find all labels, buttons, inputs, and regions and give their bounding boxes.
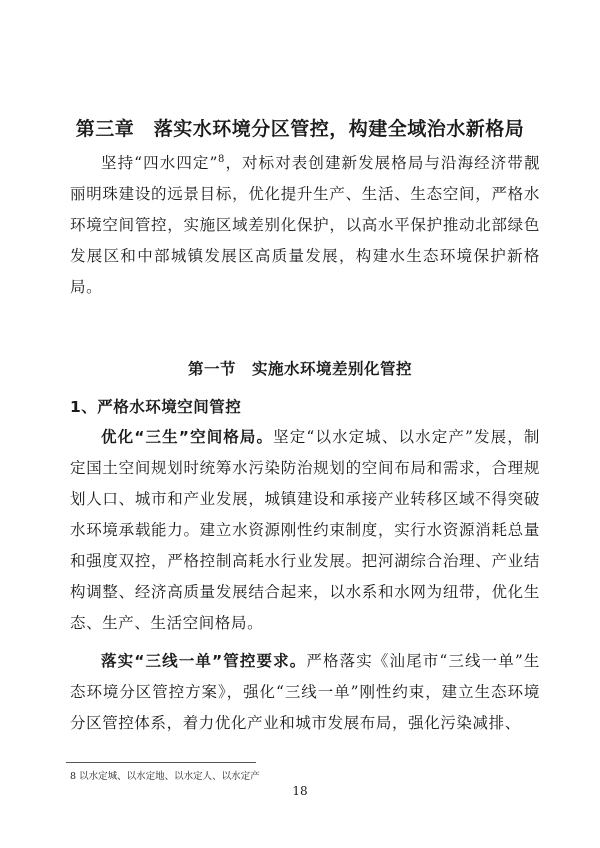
chapter-title: 第三章 落实水环境分区管控，构建全域治水新格局 [75, 118, 525, 140]
section-title: 第一节 实施水环境差别化管控 [187, 360, 412, 378]
intro-text-start: 坚持“四水四定” [101, 154, 219, 172]
footnote-divider [66, 762, 256, 763]
footnote-reference[interactable]: 8 [218, 153, 225, 165]
paragraph-lead: 落实“三线一单”管控要求。 [101, 652, 307, 670]
chapter-intro-paragraph [70, 148, 540, 303]
paragraph-body: 严格落实《汕尾市“三线一单”生态环境分区管控方案》，强化“三线一单”刚性约束，建立生态环境分区管控体系，着力优化产业和城市发展布局，强化污染减排、 [70, 652, 540, 732]
intro-text-rest: ，对标对表创建新发展格局与沿海经济带靓丽明珠建设的远景目标，优化提升生产、生活、生态空间，严格水环境空间管控，实施区域差别化保护，以高水平保护推动北部绿色发展区和中部城镇发展区高质量发展，构建水生态环境保护新格局。 [70, 154, 540, 296]
paragraph-body: 坚定“以水定城、以水定产”发展，制定国土空间规划时统筹水污染防治规划的空间布局和需求，合理规划人口、城市和产业发展，城镇建设和承接产业转移区域不得突破水环境承载能力。建立水资源刚性约束制度，实行水资源消耗总量和强度双控，严格控制高耗水行业发展。把河湖综合治理、产业结构调整、经济高质量发展结合起来，以水系和水网为纽带，优化生态、生产、生活空间格局。 [70, 428, 540, 632]
paragraph-lead: 优化“三生”空间格局。 [101, 428, 274, 446]
page-number: 18 [292, 784, 308, 798]
body-paragraph [70, 646, 540, 739]
footnote: 8 以水定城、以水定地、以水定人、以水定产 [70, 771, 260, 782]
body-paragraph [70, 422, 540, 639]
subsection-heading: 1、严格水环境空间管控 [70, 398, 242, 416]
